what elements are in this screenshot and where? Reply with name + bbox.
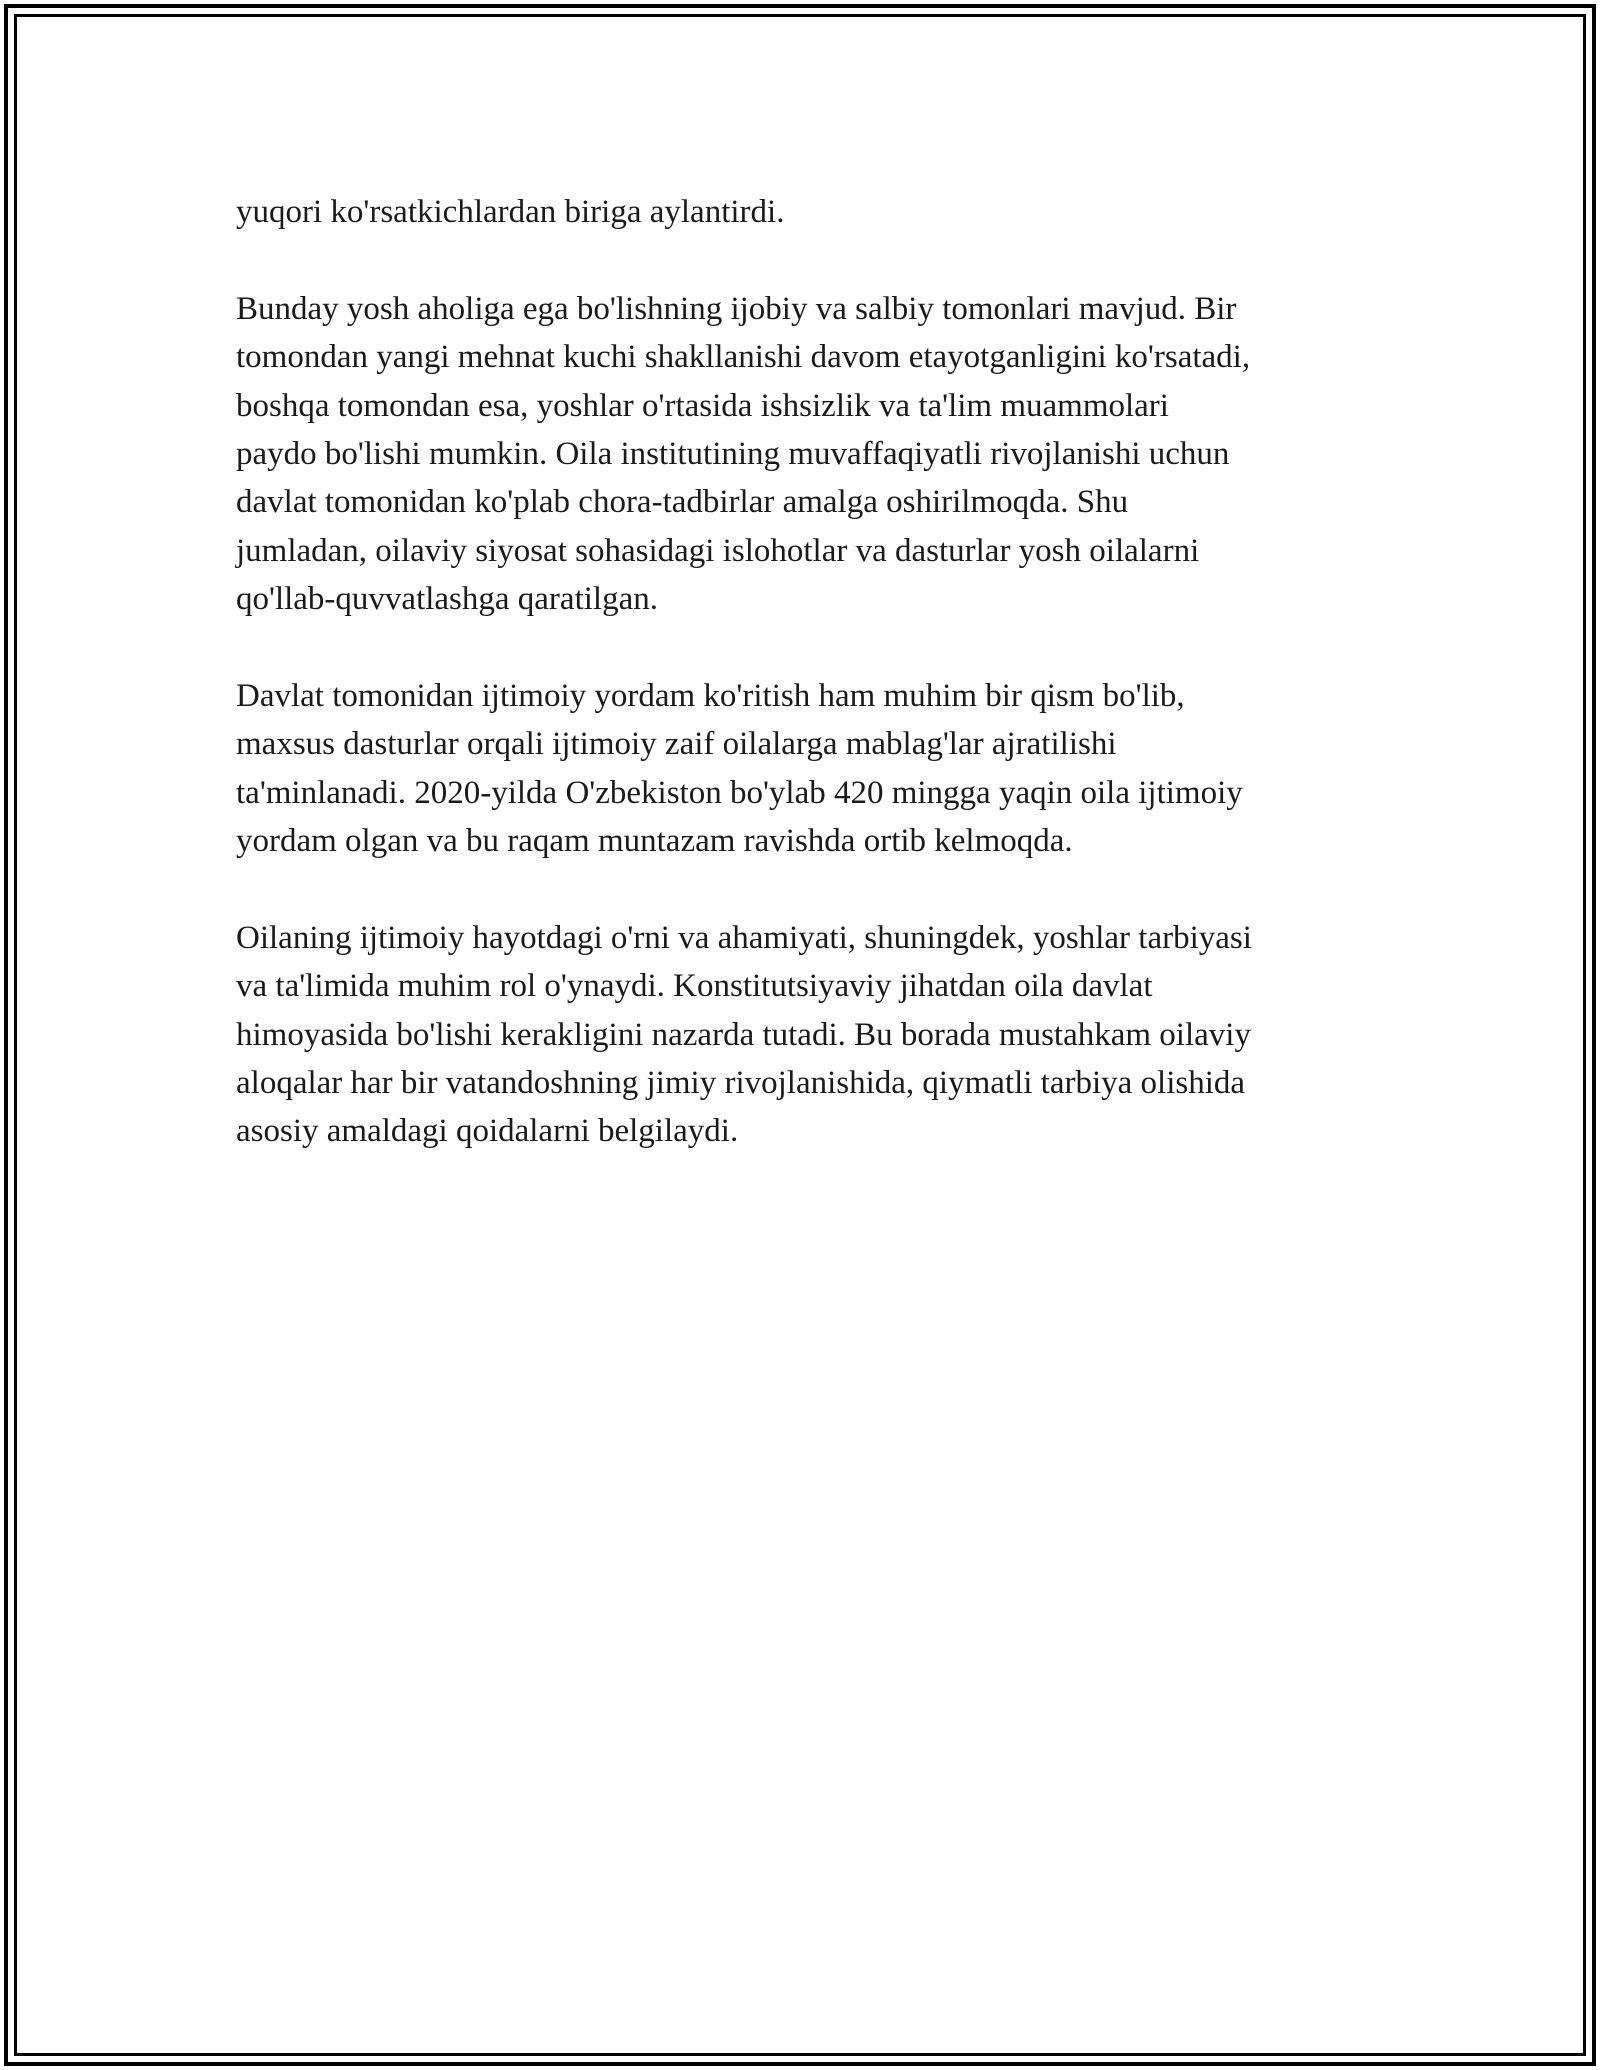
text-line: va ta'limida muhim rol o'ynaydi. Konstitutsiyaviy jihatdan oila davlat	[236, 968, 1153, 1005]
text-line: Davlat tomonidan ijtimoiy yordam ko'ritish ham muhim bir qism bo'lib,	[236, 677, 1185, 714]
text-line: maxsus dasturlar orqali ijtimoiy zaif oilalarga mablag'lar ajratilishi	[236, 726, 1117, 763]
text-line: jumladan, oilaviy siyosat sohasidagi islohotlar va dasturlar yosh oilalarni	[236, 532, 1200, 569]
text-line: ta'minlanadi. 2020-yilda O'zbekiston bo'ylab 420 mingga yaqin oila ijtimoiy	[236, 774, 1243, 811]
text-line: qo'llab-quvvatlashga qaratilgan.	[236, 581, 658, 618]
text-line: asosiy amaldagi qoidalarni belgilaydi.	[236, 1113, 739, 1150]
text-line: Bunday yosh aholiga ega bo'lishning ijobiy va salbiy tomonlari mavjud. Bir	[236, 290, 1237, 327]
paragraph-2	[236, 285, 1376, 624]
document-body	[236, 188, 1376, 1204]
paragraph-3	[236, 672, 1376, 866]
text-line: davlat tomonidan ko'plab chora-tadbirlar amalga oshirilmoqda. Shu	[236, 484, 1129, 521]
paragraph-4	[236, 914, 1376, 1156]
text-line: himoyasida bo'lishi kerakligini nazarda tutadi. Bu borada mustahkam oilaviy	[236, 1016, 1251, 1053]
text-line: aloqalar har bir vatandoshning jimiy rivojlanishida, qiymatli tarbiya olishida	[236, 1065, 1246, 1102]
text-line: paydo bo'lishi mumkin. Oila institutining muvaffaqiyatli rivojlanishi uchun	[236, 435, 1230, 472]
text-line: yordam olgan va bu raqam muntazam ravishda ortib kelmoqda.	[236, 823, 1073, 860]
text-line: Oilaning ijtimoiy hayotdagi o'rni va ahamiyati, shuningdek, yoshlar tarbiyasi	[236, 919, 1252, 956]
text-line: tomondan yangi mehnat kuchi shakllanishi davom etayotganligini ko'rsatadi,	[236, 339, 1251, 376]
text-line: boshqa tomondan esa, yoshlar o'rtasida ishsizlik va ta'lim muammolari	[236, 387, 1169, 424]
paragraph-1	[236, 188, 1376, 236]
text-line: yuqori ko'rsatkichlardan biriga aylantirdi.	[236, 194, 785, 230]
